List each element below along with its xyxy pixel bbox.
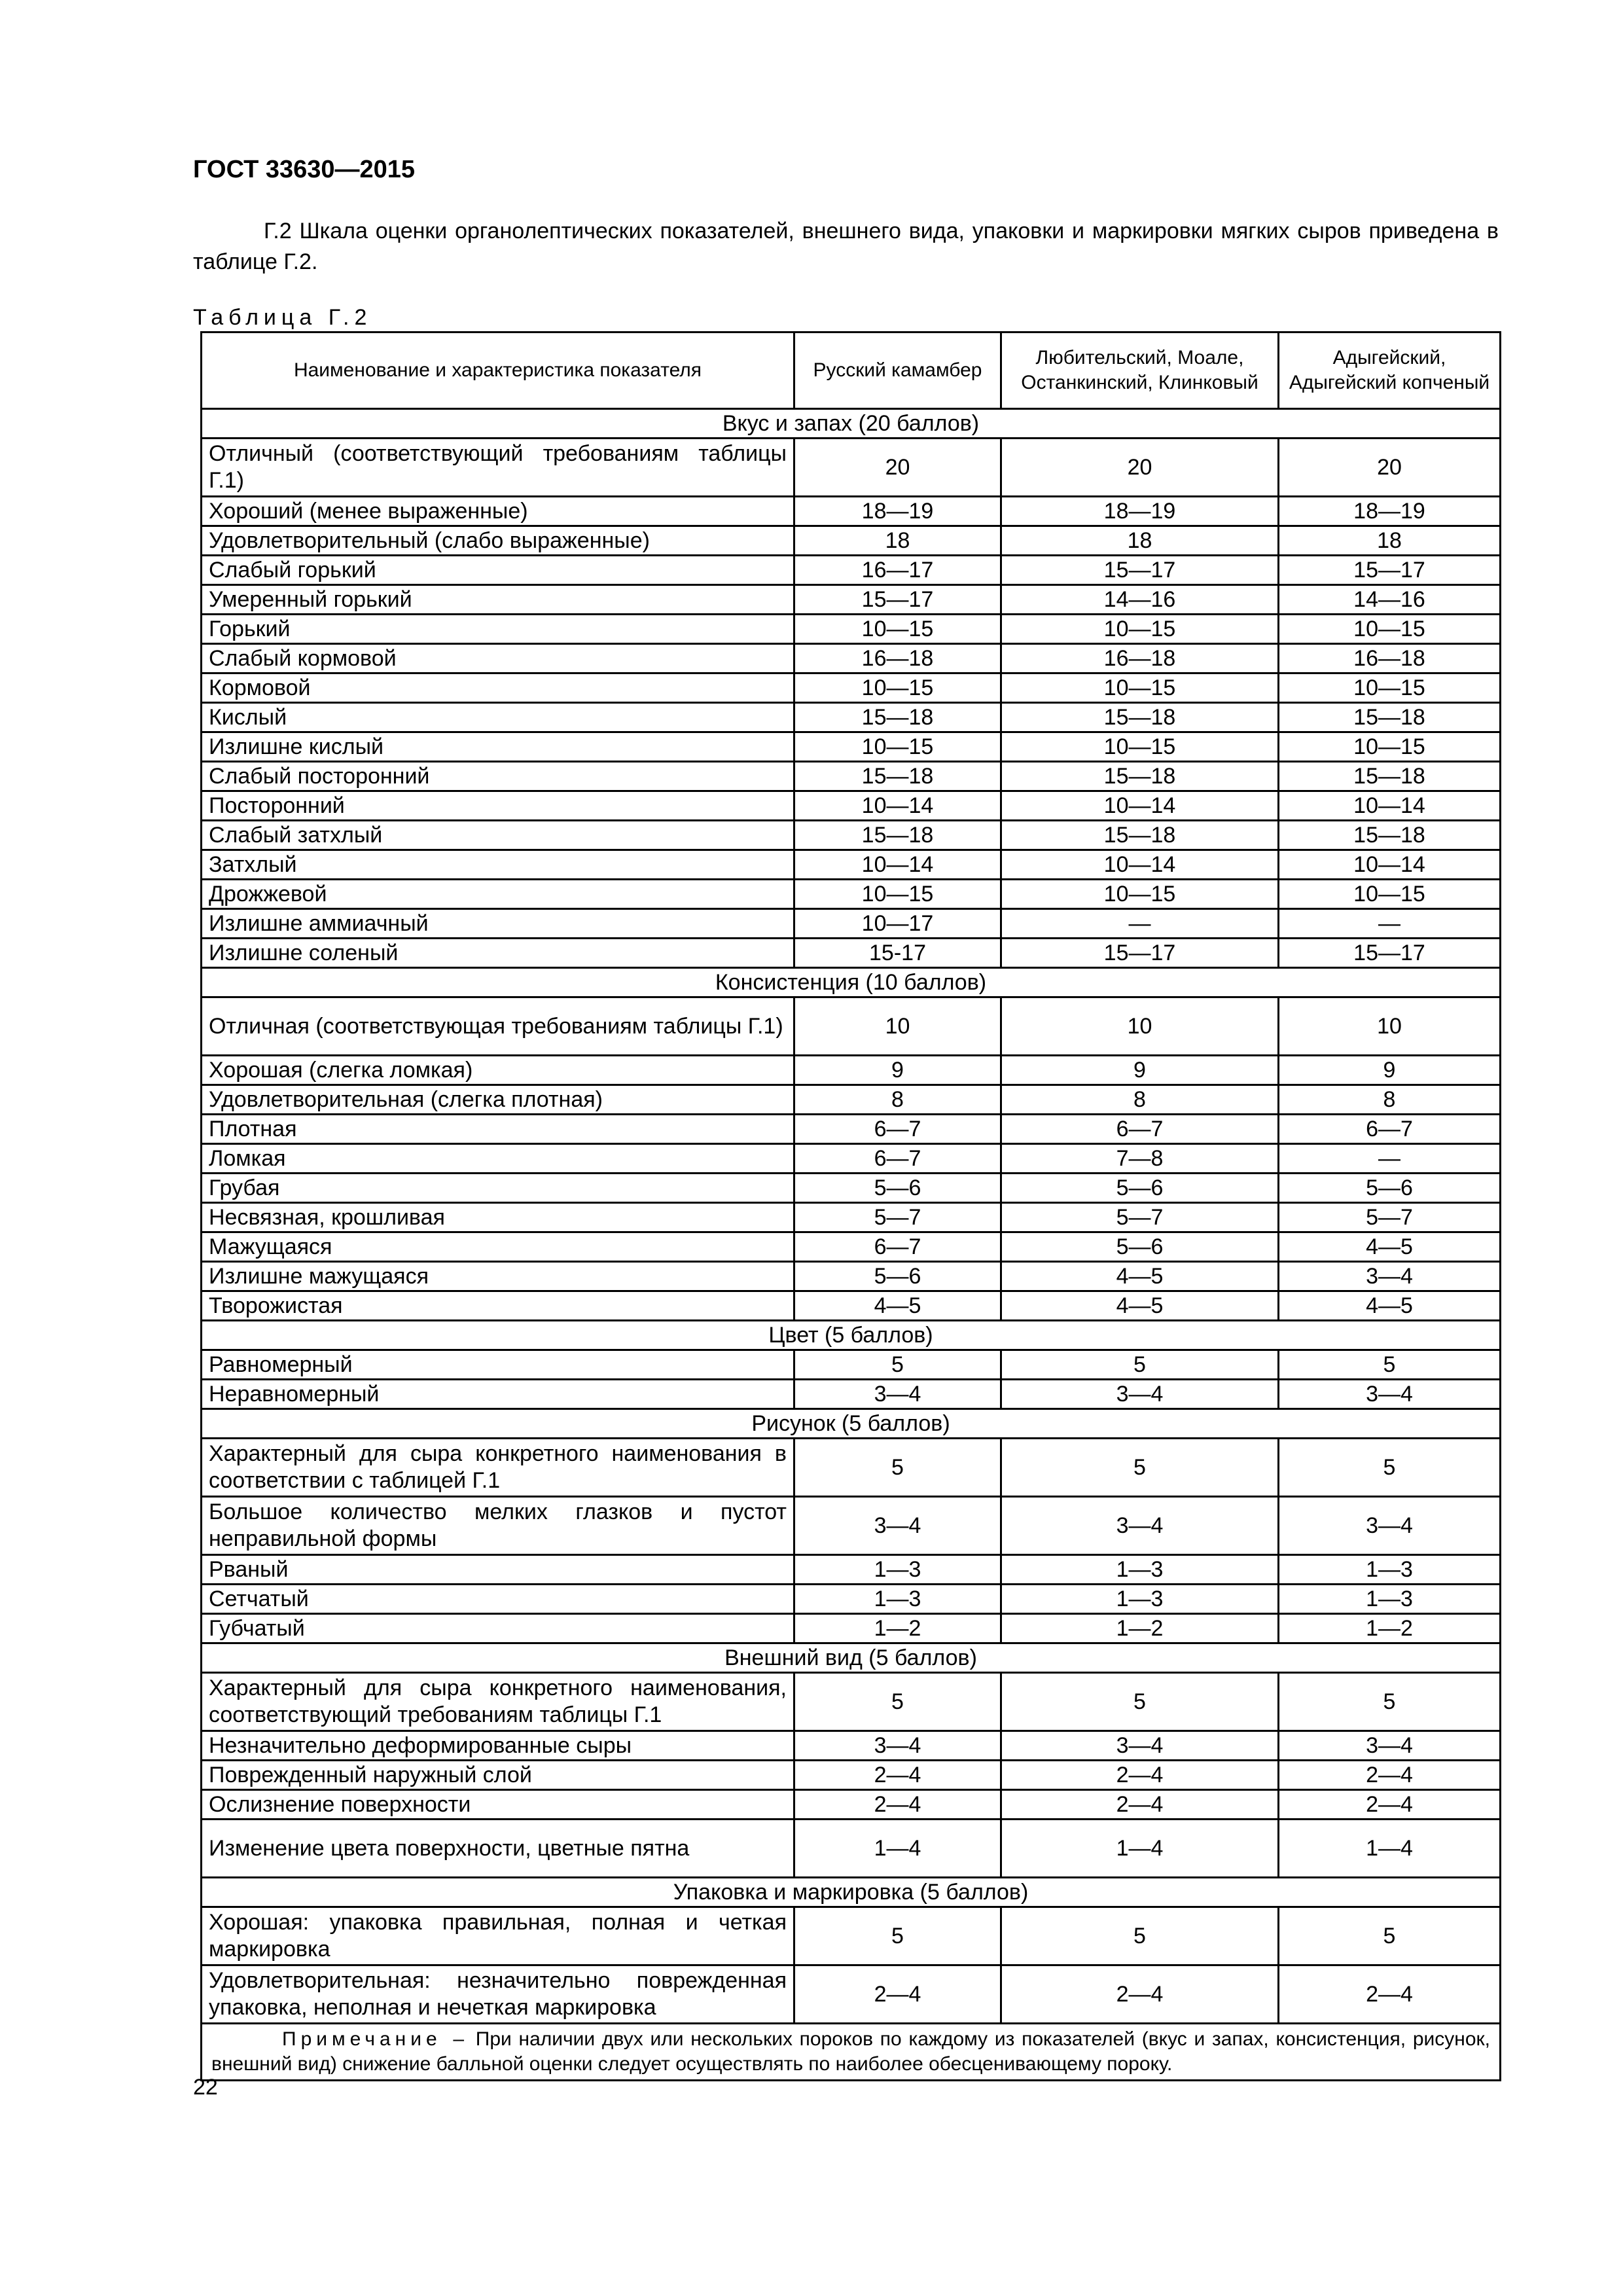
- indicator-name: Излишне кислый: [202, 732, 794, 762]
- score-lyubitelsky: 1—3: [1001, 1555, 1279, 1585]
- table-row: [202, 1585, 1501, 1614]
- score-russian-camembert: 15—17: [794, 585, 1001, 615]
- indicator-name: Мажущаяся: [202, 1232, 794, 1262]
- score-russian-camembert: 5—6: [794, 1174, 1001, 1203]
- column-header-adygeisky: Адыгейский, Адыгейский копченый: [1279, 332, 1501, 409]
- indicator-name: Слабый кормовой: [202, 644, 794, 673]
- score-adygeisky: 5—6: [1279, 1174, 1501, 1203]
- score-russian-camembert: 10—14: [794, 850, 1001, 880]
- score-adygeisky: 1—2: [1279, 1614, 1501, 1643]
- score-russian-camembert: 1—2: [794, 1614, 1001, 1643]
- score-adygeisky: 15—17: [1279, 939, 1501, 968]
- score-russian-camembert: 6—7: [794, 1144, 1001, 1174]
- section-row: [202, 1643, 1501, 1673]
- score-russian-camembert: 2—4: [794, 1790, 1001, 1820]
- table-row: [202, 1614, 1501, 1643]
- table-row: [202, 526, 1501, 556]
- score-russian-camembert: 5: [794, 1673, 1001, 1731]
- indicator-name: Затхлый: [202, 850, 794, 880]
- score-lyubitelsky: 10—15: [1001, 732, 1279, 762]
- table-row: [202, 1232, 1501, 1262]
- indicator-name: Рваный: [202, 1555, 794, 1585]
- score-lyubitelsky: 15—18: [1001, 821, 1279, 850]
- indicator-name: Незначительно деформированные сыры: [202, 1731, 794, 1761]
- score-lyubitelsky: 5: [1001, 1350, 1279, 1380]
- score-russian-camembert: 5—6: [794, 1262, 1001, 1291]
- score-russian-camembert: 10—15: [794, 615, 1001, 644]
- score-adygeisky: 14—16: [1279, 585, 1501, 615]
- indicator-name: Дрожжевой: [202, 880, 794, 909]
- score-lyubitelsky: 7—8: [1001, 1144, 1279, 1174]
- table-row: [202, 1085, 1501, 1115]
- table-note: [202, 2024, 1501, 2081]
- table-row: [202, 1291, 1501, 1321]
- score-lyubitelsky: 15—18: [1001, 703, 1279, 732]
- score-russian-camembert: 16—17: [794, 556, 1001, 585]
- score-russian-camembert: 15—18: [794, 762, 1001, 791]
- score-lyubitelsky: 3—4: [1001, 1380, 1279, 1409]
- score-lyubitelsky: 1—2: [1001, 1614, 1279, 1643]
- score-russian-camembert: 4—5: [794, 1291, 1001, 1321]
- table-row: [202, 1731, 1501, 1761]
- score-adygeisky: 1—4: [1279, 1820, 1501, 1878]
- indicator-name: Несвязная, крошливая: [202, 1203, 794, 1232]
- score-russian-camembert: 18—19: [794, 497, 1001, 526]
- indicator-name: Излишне соленый: [202, 939, 794, 968]
- indicator-name: Удовлетворительная: незначительно поврежденная упаковка, неполная и нечеткая маркировка: [202, 1965, 794, 2024]
- note-label: Примечание –: [282, 2028, 469, 2050]
- intro-paragraph: Г.2 Шкала оценки органолептических показателей, внешнего вида, упаковки и маркировки мягких сыров приведена в таблице Г.2.: [193, 219, 1499, 274]
- page-number: 22: [193, 2075, 218, 2100]
- score-adygeisky: 5: [1279, 1673, 1501, 1731]
- indicator-name: Большое количество мелких глазков и пустот неправильной формы: [202, 1497, 794, 1555]
- score-adygeisky: 3—4: [1279, 1262, 1501, 1291]
- table-row: [202, 1144, 1501, 1174]
- score-adygeisky: 20: [1279, 439, 1501, 497]
- table-row: [202, 880, 1501, 909]
- indicator-name: Посторонний: [202, 791, 794, 821]
- indicator-name: Слабый посторонний: [202, 762, 794, 791]
- score-lyubitelsky: 10—15: [1001, 615, 1279, 644]
- score-adygeisky: 10—14: [1279, 850, 1501, 880]
- score-russian-camembert: 6—7: [794, 1115, 1001, 1144]
- table-row: [202, 732, 1501, 762]
- score-russian-camembert: 3—4: [794, 1380, 1001, 1409]
- indicator-name: Неравномерный: [202, 1380, 794, 1409]
- score-lyubitelsky: 4—5: [1001, 1262, 1279, 1291]
- score-lyubitelsky: 9: [1001, 1056, 1279, 1085]
- section-row: [202, 1409, 1501, 1439]
- score-russian-camembert: 15—18: [794, 821, 1001, 850]
- score-lyubitelsky: 2—4: [1001, 1965, 1279, 2024]
- score-lyubitelsky: 15—17: [1001, 556, 1279, 585]
- indicator-name: Слабый затхлый: [202, 821, 794, 850]
- indicator-name: Хорошая (слегка ломкая): [202, 1056, 794, 1085]
- table-body: [202, 409, 1501, 2024]
- score-russian-camembert: 5: [794, 1907, 1001, 1965]
- score-russian-camembert: 10—15: [794, 880, 1001, 909]
- score-adygeisky: 9: [1279, 1056, 1501, 1085]
- section-row: [202, 1321, 1501, 1350]
- score-lyubitelsky: 5—6: [1001, 1174, 1279, 1203]
- score-russian-camembert: 10—17: [794, 909, 1001, 939]
- score-adygeisky: —: [1279, 909, 1501, 939]
- score-adygeisky: 6—7: [1279, 1115, 1501, 1144]
- table-row: [202, 1203, 1501, 1232]
- score-lyubitelsky: 3—4: [1001, 1731, 1279, 1761]
- indicator-name: Хорошая: упаковка правильная, полная и четкая маркировка: [202, 1907, 794, 1965]
- score-adygeisky: —: [1279, 1144, 1501, 1174]
- score-lyubitelsky: 18: [1001, 526, 1279, 556]
- score-adygeisky: 10—15: [1279, 880, 1501, 909]
- indicator-name: Горький: [202, 615, 794, 644]
- indicator-name: Плотная: [202, 1115, 794, 1144]
- indicator-name: Излишне мажущаяся: [202, 1262, 794, 1291]
- score-russian-camembert: 3—4: [794, 1731, 1001, 1761]
- section-title: Упаковка и маркировка (5 баллов): [202, 1878, 1501, 1907]
- section-row: [202, 1878, 1501, 1907]
- table-row: [202, 585, 1501, 615]
- table-row: [202, 1380, 1501, 1409]
- table-row: [202, 939, 1501, 968]
- indicator-name: Удовлетворительная (слегка плотная): [202, 1085, 794, 1115]
- score-russian-camembert: 16—18: [794, 644, 1001, 673]
- score-lyubitelsky: 20: [1001, 439, 1279, 497]
- score-lyubitelsky: 5: [1001, 1907, 1279, 1965]
- score-adygeisky: 15—18: [1279, 821, 1501, 850]
- table-row: [202, 850, 1501, 880]
- section-title: Рисунок (5 баллов): [202, 1409, 1501, 1439]
- table-row: [202, 1673, 1501, 1731]
- score-russian-camembert: 1—3: [794, 1585, 1001, 1614]
- table-row: [202, 1761, 1501, 1790]
- score-adygeisky: 3—4: [1279, 1380, 1501, 1409]
- score-adygeisky: 5: [1279, 1350, 1501, 1380]
- score-adygeisky: 18: [1279, 526, 1501, 556]
- section-row: [202, 409, 1501, 439]
- score-lyubitelsky: 10—15: [1001, 880, 1279, 909]
- indicator-name: Губчатый: [202, 1614, 794, 1643]
- section-title: Вкус и запах (20 баллов): [202, 409, 1501, 439]
- note-row: [202, 2024, 1501, 2081]
- table-row: [202, 1820, 1501, 1878]
- score-lyubitelsky: 18—19: [1001, 497, 1279, 526]
- indicator-name: Сетчатый: [202, 1585, 794, 1614]
- score-adygeisky: 1—3: [1279, 1555, 1501, 1585]
- table-row: [202, 1056, 1501, 1085]
- document-header: ГОСТ 33630—2015: [193, 156, 416, 183]
- column-header-russian-camembert: Русский камамбер: [794, 332, 1001, 409]
- table-row: [202, 1907, 1501, 1965]
- score-adygeisky: 2—4: [1279, 1761, 1501, 1790]
- table-row: [202, 1262, 1501, 1291]
- indicator-name: Характерный для сыра конкретного наименования в соответствии с таблицей Г.1: [202, 1439, 794, 1497]
- score-adygeisky: 5—7: [1279, 1203, 1501, 1232]
- indicator-name: Равномерный: [202, 1350, 794, 1380]
- score-adygeisky: 2—4: [1279, 1965, 1501, 2024]
- score-russian-camembert: 2—4: [794, 1761, 1001, 1790]
- table-row: [202, 1350, 1501, 1380]
- table-row: [202, 762, 1501, 791]
- score-russian-camembert: 5—7: [794, 1203, 1001, 1232]
- score-lyubitelsky: 10—14: [1001, 850, 1279, 880]
- score-russian-camembert: 10—14: [794, 791, 1001, 821]
- score-adygeisky: 5: [1279, 1907, 1501, 1965]
- indicator-name: Хороший (менее выраженные): [202, 497, 794, 526]
- score-lyubitelsky: 6—7: [1001, 1115, 1279, 1144]
- indicator-name: Умеренный горький: [202, 585, 794, 615]
- score-lyubitelsky: 5: [1001, 1673, 1279, 1731]
- score-russian-camembert: 3—4: [794, 1497, 1001, 1555]
- score-adygeisky: 18—19: [1279, 497, 1501, 526]
- section-title: Внешний вид (5 баллов): [202, 1643, 1501, 1673]
- table-row: [202, 821, 1501, 850]
- score-lyubitelsky: 2—4: [1001, 1761, 1279, 1790]
- score-lyubitelsky: 8: [1001, 1085, 1279, 1115]
- score-adygeisky: 10—15: [1279, 732, 1501, 762]
- score-adygeisky: 3—4: [1279, 1731, 1501, 1761]
- section-row: [202, 968, 1501, 997]
- score-adygeisky: 16—18: [1279, 644, 1501, 673]
- score-russian-camembert: 9: [794, 1056, 1001, 1085]
- score-lyubitelsky: 10—15: [1001, 673, 1279, 703]
- indicator-name: Излишне аммиачный: [202, 909, 794, 939]
- indicator-name: Творожистая: [202, 1291, 794, 1321]
- score-adygeisky: 15—18: [1279, 762, 1501, 791]
- indicator-name: Поврежденный наружный слой: [202, 1761, 794, 1790]
- score-lyubitelsky: 16—18: [1001, 644, 1279, 673]
- score-russian-camembert: 1—3: [794, 1555, 1001, 1585]
- table-row: [202, 556, 1501, 585]
- score-lyubitelsky: 5: [1001, 1439, 1279, 1497]
- table-row: [202, 439, 1501, 497]
- scoring-table: [200, 331, 1501, 2081]
- score-adygeisky: 10: [1279, 997, 1501, 1056]
- score-lyubitelsky: 3—4: [1001, 1497, 1279, 1555]
- table-row: [202, 1555, 1501, 1585]
- indicator-name: Ослизнение поверхности: [202, 1790, 794, 1820]
- score-adygeisky: 10—14: [1279, 791, 1501, 821]
- score-lyubitelsky: 5—7: [1001, 1203, 1279, 1232]
- table-row: [202, 1174, 1501, 1203]
- table-row: [202, 644, 1501, 673]
- column-header-lyubitelsky: Любительский, Моале, Останкинский, Клинковый: [1001, 332, 1279, 409]
- indicator-name: Отличный (соответствующий требованиям таблицы Г.1): [202, 439, 794, 497]
- score-russian-camembert: 10—15: [794, 673, 1001, 703]
- score-adygeisky: 8: [1279, 1085, 1501, 1115]
- score-russian-camembert: 10: [794, 997, 1001, 1056]
- table-row: [202, 703, 1501, 732]
- score-russian-camembert: 15—18: [794, 703, 1001, 732]
- indicator-name: Характерный для сыра конкретного наименования, соответствующий требованиям таблицы Г.1: [202, 1673, 794, 1731]
- table-row: [202, 497, 1501, 526]
- score-adygeisky: 10—15: [1279, 673, 1501, 703]
- score-adygeisky: 10—15: [1279, 615, 1501, 644]
- score-adygeisky: 2—4: [1279, 1790, 1501, 1820]
- score-russian-camembert: 10—15: [794, 732, 1001, 762]
- score-lyubitelsky: 15—17: [1001, 939, 1279, 968]
- indicator-name: Удовлетворительный (слабо выраженные): [202, 526, 794, 556]
- score-adygeisky: 15—17: [1279, 556, 1501, 585]
- score-lyubitelsky: 2—4: [1001, 1790, 1279, 1820]
- score-lyubitelsky: 1—4: [1001, 1820, 1279, 1878]
- score-russian-camembert: 8: [794, 1085, 1001, 1115]
- table-row: [202, 997, 1501, 1056]
- table-row: [202, 615, 1501, 644]
- table-caption: Таблица Г.2: [193, 305, 372, 330]
- score-russian-camembert: 20: [794, 439, 1001, 497]
- score-adygeisky: 5: [1279, 1439, 1501, 1497]
- score-russian-camembert: 15-17: [794, 939, 1001, 968]
- table-row: [202, 1439, 1501, 1497]
- indicator-name: Ломкая: [202, 1144, 794, 1174]
- score-russian-camembert: 1—4: [794, 1820, 1001, 1878]
- score-lyubitelsky: 4—5: [1001, 1291, 1279, 1321]
- score-lyubitelsky: 14—16: [1001, 585, 1279, 615]
- indicator-name: Слабый горький: [202, 556, 794, 585]
- score-russian-camembert: 18: [794, 526, 1001, 556]
- table-row: [202, 909, 1501, 939]
- table-row: [202, 791, 1501, 821]
- table-row: [202, 673, 1501, 703]
- score-lyubitelsky: 15—18: [1001, 762, 1279, 791]
- score-adygeisky: 3—4: [1279, 1497, 1501, 1555]
- score-lyubitelsky: —: [1001, 909, 1279, 939]
- score-adygeisky: 15—18: [1279, 703, 1501, 732]
- note-text: При наличии двух или нескольких пороков по каждому из показателей (вкус и запах, консистенция, рисунок, внешний вид) снижение балльной оценки следует осуществлять по наиболее обесценивающему пороку.: [211, 2028, 1490, 2075]
- score-russian-camembert: 2—4: [794, 1965, 1001, 2024]
- indicator-name: Кислый: [202, 703, 794, 732]
- table-row: [202, 1965, 1501, 2024]
- table-container: [200, 331, 1499, 2081]
- section-title: Цвет (5 баллов): [202, 1321, 1501, 1350]
- score-adygeisky: 4—5: [1279, 1232, 1501, 1262]
- table-header-row: [202, 332, 1501, 409]
- indicator-name: Кормовой: [202, 673, 794, 703]
- score-russian-camembert: 5: [794, 1439, 1001, 1497]
- indicator-name: Изменение цвета поверхности, цветные пятна: [202, 1820, 794, 1878]
- score-russian-camembert: 5: [794, 1350, 1001, 1380]
- indicator-name: Отличная (соответствующая требованиям таблицы Г.1): [202, 997, 794, 1056]
- table-row: [202, 1497, 1501, 1555]
- score-lyubitelsky: 10—14: [1001, 791, 1279, 821]
- table-row: [202, 1790, 1501, 1820]
- section-title: Консистенция (10 баллов): [202, 968, 1501, 997]
- score-lyubitelsky: 10: [1001, 997, 1279, 1056]
- score-lyubitelsky: 1—3: [1001, 1585, 1279, 1614]
- score-adygeisky: 1—3: [1279, 1585, 1501, 1614]
- score-adygeisky: 4—5: [1279, 1291, 1501, 1321]
- score-lyubitelsky: 5—6: [1001, 1232, 1279, 1262]
- indicator-name: Грубая: [202, 1174, 794, 1203]
- table-row: [202, 1115, 1501, 1144]
- column-header-indicator: Наименование и характеристика показателя: [202, 332, 794, 409]
- score-russian-camembert: 6—7: [794, 1232, 1001, 1262]
